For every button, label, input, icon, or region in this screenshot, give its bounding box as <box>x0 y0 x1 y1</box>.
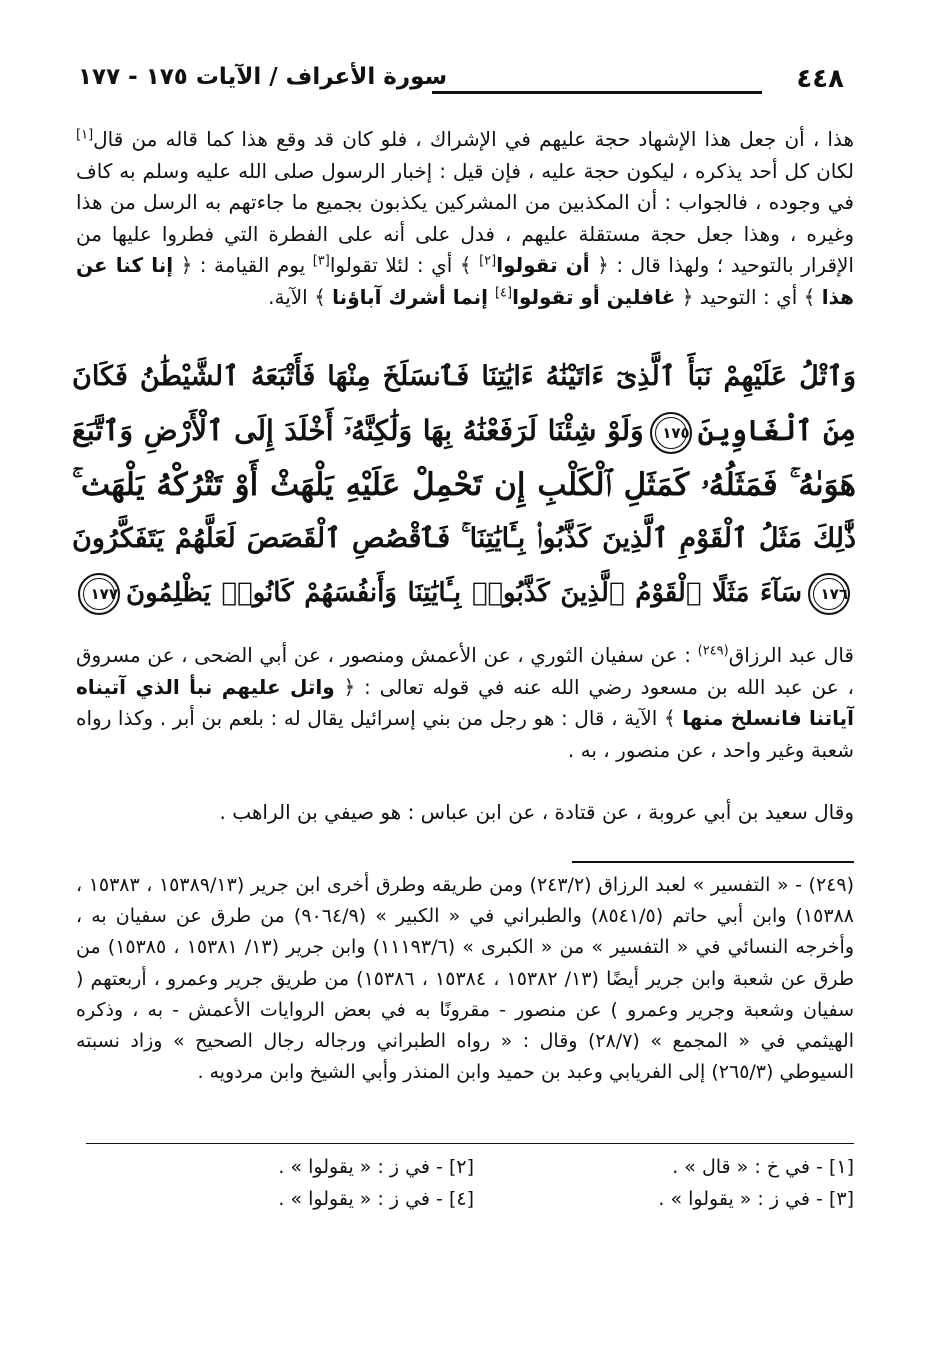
narration-text: : عن سفيان الثوري ، عن الأعمش ومنصور ، عن أبي الضحى ، عن مسروق ، عن عبد الله بن مسعود رضي الله عنه في قوله تعالى : ﴿ <box>76 643 854 699</box>
quoted-phrase: غافلين أو تقولوا <box>512 284 676 309</box>
editor-notes <box>84 1156 854 1222</box>
ayah-number-marker: ١٧٦ <box>808 573 850 615</box>
footnote-249: (٢٤٩) - « التفسير » لعبد الرزاق (٢٤٣/٢) ومن طريقه وطرق أخرى ابن جرير (١٥٣٨٩/١٣ ، ١٥٣٨٣ ، ١٥٣٨٨) وابن أبي حاتم (٨٥٤١/٥) والطبراني في « الكبير » (٩٠٦٤/٩) من طرق عن سفيان به ، وأخرجه النسائي في « التفسير » من « الكبرى » (١١١٩٣/٦) وابن جرير (١٣/ ١٥٣٨١ ، ١٥٣٨٥) من طرق عن شعبة وابن جرير أيضًا (١٣/ ١٥٣٨٢ ، ١٥٣٨٤ ، ١٥٣٨٦) من طريق جرير وعمرو ، أربعتهم ( سفيان وشعبة وجرير وعمرو ) عن منصور - مقرونًا به في بعض الروايات الأعمش - به ، وذكره الهيثمي في « المجمع » (٢٨/٧) وقال : « رواه الطبراني ورجاله رجال الصحيح » وزاد نسبته السيوطي (٢٦٥/٣) إلى الفريابي وعبد بن حميد وابن المنذر وأبي الشيخ وابن مردويه . <box>76 874 855 1084</box>
narration-paragraph-2: وقال سعيد بن أبي عروبة ، عن قتادة ، عن ابن عباس : هو صيفي بن الراهب . <box>219 800 854 824</box>
quoted-phrase: إنا كنا عن هذا <box>76 253 854 309</box>
editor-note-3: [٣] - في ز : « يقولوا » . <box>658 1188 854 1210</box>
footnote-ref[interactable]: [٢] <box>479 253 497 269</box>
footnote-divider <box>572 861 854 863</box>
footnote-ref[interactable]: [٤] <box>494 284 513 300</box>
running-title: سورة الأعراف / الآيات ١٧٥ - ١٧٧ <box>78 64 448 90</box>
quoted-phrase: أن تقولوا <box>496 253 590 277</box>
quran-line: هَوَىٰهُ ۚ فَمَثَلُهُۥ كَمَثَلِ ٱلْكَلْبِ إِن تَحْمِلْ عَلَيْهِ يَلْهَثْ أَوْ تَتْرُكْهُ يَلْهَث ۚ <box>72 467 856 503</box>
editor-note-1: [١] - في خ : « قال » . <box>672 1156 854 1178</box>
intro-text: ﴾ الآية. <box>268 284 333 309</box>
quran-line: وَٱتْلُ عَلَيْهِمْ نَبَأَ ٱلَّذِىٓ ءَاتَيْنَٰهُ ءَايَٰتِنَا فَٱنسَلَخَ مِنْهَا فَأَتْبَعَهُ ٱلشَّيْطَٰنُ فَكَانَ <box>72 361 856 392</box>
narration-text: قال عبد الرزاق <box>728 643 854 667</box>
notes-divider <box>86 1143 854 1144</box>
intro-text: ﴾ أي : التوحيد ﴿ <box>675 284 822 309</box>
quran-text: وَلَوْ شِئْنَا لَرَفَعْنَٰهُ بِهَا وَلَٰكِنَّهُۥٓ أَخْلَدَ إِلَى ٱلْأَرْضِ وَٱتَّبَعَ <box>72 414 644 447</box>
editor-note-4: [٤] - في ز : « يقولوا » . <box>278 1188 474 1210</box>
footnote-ref[interactable]: (٢٤٩) <box>697 643 729 659</box>
intro-paragraph <box>76 124 854 313</box>
page-number: ٤٤٨ <box>796 64 844 94</box>
quran-verses <box>72 350 856 620</box>
footnote-ref[interactable]: [٣] <box>312 253 330 269</box>
quran-line <box>72 566 856 620</box>
ayah-number-marker: ١٧٧ <box>78 573 120 615</box>
narration-paragraph <box>76 640 854 766</box>
quran-text: مِنَ ٱلْغَاوِينَ <box>697 414 856 447</box>
narration-text: ﴾ الآية ، قال : هو رجل من بني إسرائيل يقال له : بلعم بن أبر . وكذا رواه شعبة وغير واحد ، عن منصور ، به . <box>76 706 854 762</box>
header-rule <box>432 91 762 94</box>
intro-text: هذا ، أن جعل هذا الإشهاد حجة عليهم في الإشراك ، فلو كان قد وقع هذا كما قاله من قال <box>93 127 854 151</box>
ayah-number-marker: ١٧٥ <box>650 412 692 454</box>
page-header <box>78 58 854 106</box>
intro-text: ﴾ أي : لئلا تقولوا <box>329 253 480 277</box>
quoted-verse: واتل عليهم نبأ الذي آتيناه آياتنا فانسلخ منها <box>76 674 855 730</box>
intro-text: لكان كل أحد يذكره ، ليكون حجة عليه ، فإن قيل : إخبار الرسول صلى الله عليه وسلم به كاف في وجوده ، فالجواب : أن المكذبين من المشركين يكذبون بجميع ما جاءتهم به الرسل من هذا وغيره ، وهذا جعل حجة مستقلة عليهم ، فدل على أنه على الفطرة التي فطروا عليها من الإقرار بالتوحيد ؛ ولهذا قال : ﴿ <box>76 158 854 277</box>
quran-text: سَآءَ مَثَلًا ٱلْقَوْمُ ٱلَّذِينَ كَذَّبُوا۟ بِـَٔايَٰتِنَا وَأَنفُسَهُمْ كَانُوا۟ يَظْلِمُونَ <box>126 578 802 608</box>
intro-text: يوم القيامة : ﴿ <box>173 253 313 277</box>
quran-line: ذَّٰلِكَ مَثَلُ ٱلْقَوْمِ ٱلَّذِينَ كَذَّبُوا۟ بِـَٔايَٰتِنَا ۚ فَٱقْصُصِ ٱلْقَصَصَ لَعَلَّهُمْ يَتَفَكَّرُونَ <box>72 523 856 554</box>
footnote-ref[interactable]: [١] <box>76 127 94 143</box>
quran-line <box>72 404 856 458</box>
quoted-phrase: إنما أشرك آباؤنا <box>332 284 495 309</box>
editor-note-2: [٢] - في ز : « يقولوا » . <box>278 1156 474 1178</box>
